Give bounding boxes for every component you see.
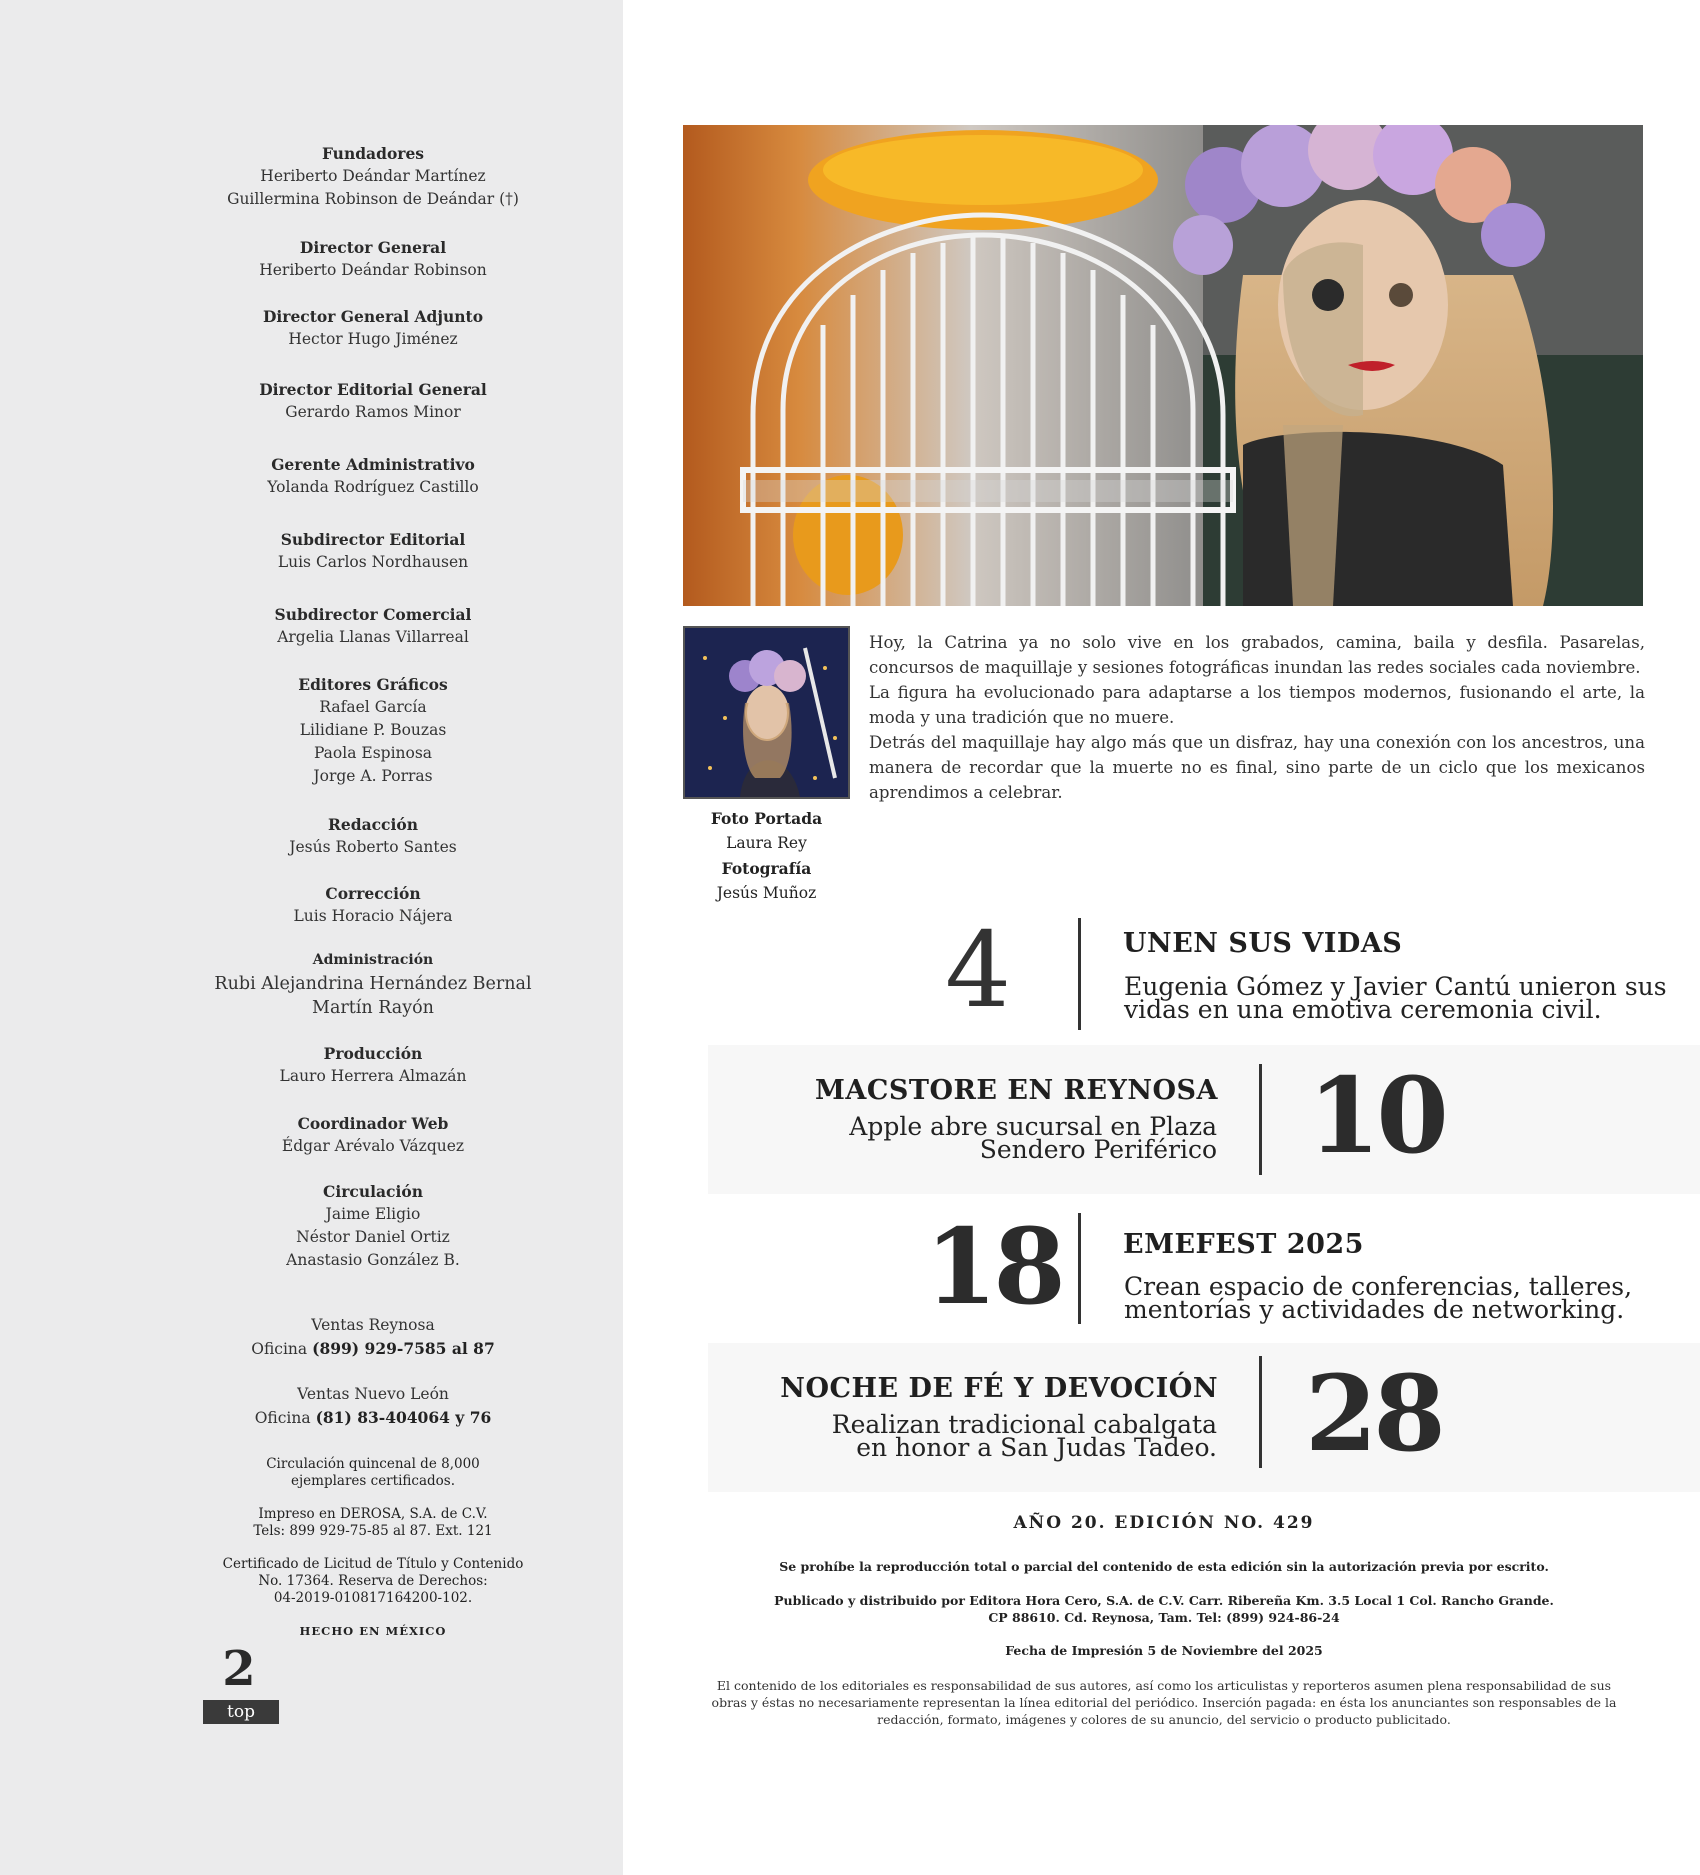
staff-role: Subdirector Comercial (274, 605, 472, 624)
contents-desc: Realizan tradicional cabalgata (831, 1410, 1217, 1439)
staff-gerente (173, 453, 573, 499)
contents-desc: vidas en una emotiva ceremonia civil. (1124, 995, 1602, 1024)
contents-desc: Crean espacio de conferencias, talleres, (1124, 1272, 1633, 1301)
staff-name: Jaime Eligio (325, 1205, 421, 1223)
contents-title: MACSTORE EN REYNOSA (815, 1075, 1218, 1106)
staff-name: Hector Hugo Jiménez (288, 330, 458, 348)
staff-name: Lauro Herrera Almazán (279, 1067, 467, 1085)
contents-title: EMEFEST 2025 (1123, 1229, 1364, 1260)
sales-phone: (899) 929-7585 al 87 (312, 1339, 495, 1358)
staff-name: Jorge A. Porras (313, 767, 433, 785)
contents-desc: Eugenia Gómez y Javier Cantú unieron sus (1124, 972, 1667, 1001)
certificate-note (173, 1556, 573, 1607)
staff-name: Yolanda Rodríguez Castillo (267, 478, 479, 496)
intro-paragraph: Detrás del maquillaje hay algo más que un disfraz, hay una conexión con los ancestros, una manera de recordar que la muerte no es final, sino parte de un ciclo que los mexicanos aprendimos a celebrar. (869, 733, 1645, 802)
staff-name: Luis Horacio Nájera (293, 907, 453, 925)
photo-credit-label: Fotografía (721, 859, 812, 878)
contents-divider (1259, 1064, 1262, 1175)
staff-role: Gerente Administrativo (271, 455, 475, 474)
staff-role: Administración (312, 952, 434, 968)
printer-line: Tels: 899 929-75-85 al 87. Ext. 121 (253, 1523, 493, 1539)
staff-name: Martín Rayón (312, 998, 434, 1018)
rights-notice: Se prohíbe la reproducción total o parcial del contenido de esta edición sin la autorización previa por escrito. (779, 1559, 1549, 1574)
staff-name: Luis Carlos Nordhausen (277, 553, 469, 571)
intro-paragraph: La figura ha evolucionado para adaptarse a los tiempos modernos, fusionando el arte, la moda y una tradición que no muere. (869, 683, 1645, 727)
staff-name: Argelia Llanas Villarreal (277, 628, 469, 646)
disclaimer-line: redacción, formato, imágenes y colores de su anuncio, del servicio o producto publicitado. (877, 1712, 1451, 1727)
staff-name: Jesús Roberto Santes (289, 838, 457, 856)
contents-page-number: 28 (1305, 1352, 1442, 1475)
staff-subdirector-editorial (173, 528, 573, 574)
staff-role: Editores Gráficos (298, 675, 448, 694)
circulation-line: ejemplares certificados. (291, 1473, 455, 1489)
publisher-info (683, 1592, 1645, 1626)
photo-credit-name: Jesús Muñoz (716, 884, 817, 902)
staff-name: Rafael García (319, 698, 427, 716)
staff-name: Édgar Arévalo Vázquez (281, 1137, 465, 1155)
sales-phone: (81) 83-404064 y 76 (315, 1408, 492, 1427)
staff-editores-graficos (173, 673, 573, 788)
staff-role: Subdirector Editorial (280, 530, 466, 549)
certificate-line: No. 17364. Reserva de Derechos: (258, 1573, 488, 1589)
contents-divider (1259, 1356, 1262, 1468)
publisher-line: CP 88610. Cd. Reynosa, Tam. Tel: (899) 924-86-24 (988, 1610, 1340, 1625)
staff-correccion (173, 882, 573, 928)
contents-title: NOCHE DE FÉ Y DEVOCIÓN (780, 1373, 1218, 1404)
staff-name: Paola Espinosa (313, 744, 433, 762)
sales-label: Ventas Nuevo León (297, 1385, 449, 1403)
staff-name: Heriberto Deándar Martínez (260, 167, 486, 185)
staff-name: Gerardo Ramos Minor (285, 403, 461, 421)
office-label: Oficina (254, 1409, 311, 1427)
staff-role: Redacción (328, 815, 418, 834)
made-in-mexico: HECHO EN MÉXICO (299, 1624, 447, 1638)
contents-page-number: 4 (945, 909, 1008, 1031)
cover-credit-name: Laura Rey (726, 834, 807, 852)
office-label: Oficina (251, 1340, 308, 1358)
intro-paragraph: Hoy, la Catrina ya no solo vive en los grabados, camina, baila y desfila. Pasarelas, concursos de maquillaje y sesiones fotográficas inundan las redes sociales cada noviembre. (869, 633, 1645, 677)
staff-name: Lilidiane P. Bouzas (299, 721, 447, 739)
staff-role: Corrección (325, 884, 421, 903)
contents-page-number: 18 (925, 1205, 1062, 1328)
contents-divider (1078, 1213, 1081, 1324)
contents-divider (1078, 918, 1081, 1030)
staff-director-editorial (173, 378, 573, 424)
certificate-line: Certificado de Licitud de Título y Contenido (222, 1556, 524, 1572)
staff-role: Circulación (323, 1182, 423, 1201)
staff-role: Director Editorial General (259, 380, 487, 399)
staff-founders (173, 142, 573, 211)
staff-director-adjunto (173, 305, 573, 351)
staff-name: Heriberto Deándar Robinson (259, 261, 487, 279)
staff-role: Coordinador Web (297, 1114, 449, 1133)
staff-name: Guillermina Robinson de Deándar (†) (227, 190, 519, 208)
disclaimer (683, 1677, 1645, 1728)
staff-role: Director General (299, 238, 447, 257)
staff-role: Fundadores (321, 144, 425, 163)
contents-page-number: 10 (1308, 1054, 1445, 1177)
staff-produccion (173, 1042, 573, 1088)
contents-desc: en honor a San Judas Tadeo. (856, 1433, 1217, 1462)
staff-circulacion (173, 1180, 573, 1272)
sales-nuevo-leon (173, 1383, 573, 1430)
publisher-line: Publicado y distribuido por Editora Hora Cero, S.A. de C.V. Carr. Ribereña Km. 3.5 Local 1 Col. Rancho Grande. (774, 1593, 1554, 1608)
masthead-sidebar (0, 0, 623, 1875)
sales-label: Ventas Reynosa (311, 1316, 435, 1334)
staff-subdirector-comercial (173, 603, 573, 649)
sales-reynosa (173, 1314, 573, 1361)
circulation-line: Circulación quincenal de 8,000 (266, 1456, 480, 1472)
staff-administracion (173, 949, 573, 1020)
edition-number: AÑO 20. EDICIÓN NO. 429 (1013, 1513, 1315, 1533)
page-number: 2 (222, 1641, 256, 1697)
disclaimer-line: obras y éstas no necesariamente representan la línea editorial del periódico. Inserción pagada: en ésta los anunciantes son responsables de la (711, 1695, 1617, 1710)
sales-office (173, 1337, 573, 1361)
page-tag: top (203, 1700, 279, 1724)
disclaimer-line: El contenido de los editoriales es responsabilidad de sus autores, así como los articulistas y reporteros asumen plena responsabilidad de sus (716, 1678, 1612, 1693)
staff-director-general (173, 236, 573, 282)
contents-desc: Apple abre sucursal en Plaza (849, 1112, 1217, 1141)
cover-thumbnail (683, 626, 850, 799)
circulation-note (173, 1456, 573, 1490)
contents-desc: mentorías y actividades de networking. (1124, 1295, 1625, 1324)
staff-role: Director General Adjunto (262, 307, 484, 326)
printer-line: Impreso en DEROSA, S.A. de C.V. (258, 1506, 488, 1522)
staff-name: Rubi Alejandrina Hernández Bernal (214, 974, 532, 994)
staff-redaccion (173, 813, 573, 859)
cover-intro-text (869, 630, 1645, 805)
printer-note (173, 1506, 573, 1540)
contents-desc: Sendero Periférico (979, 1135, 1217, 1164)
certificate-line: 04-2019-010817164200-102. (273, 1590, 473, 1606)
sales-office (173, 1406, 573, 1430)
cover-hero-image (683, 125, 1643, 606)
staff-name: Néstor Daniel Ortiz (296, 1228, 450, 1246)
staff-role: Producción (323, 1044, 423, 1063)
print-date: Fecha de Impresión 5 de Noviembre del 2025 (1005, 1643, 1323, 1658)
contents-title: UNEN SUS VIDAS (1123, 928, 1403, 959)
staff-coordinador-web (173, 1112, 573, 1158)
staff-name: Anastasio González B. (286, 1251, 460, 1269)
cover-credit-label: Foto Portada (710, 809, 823, 828)
